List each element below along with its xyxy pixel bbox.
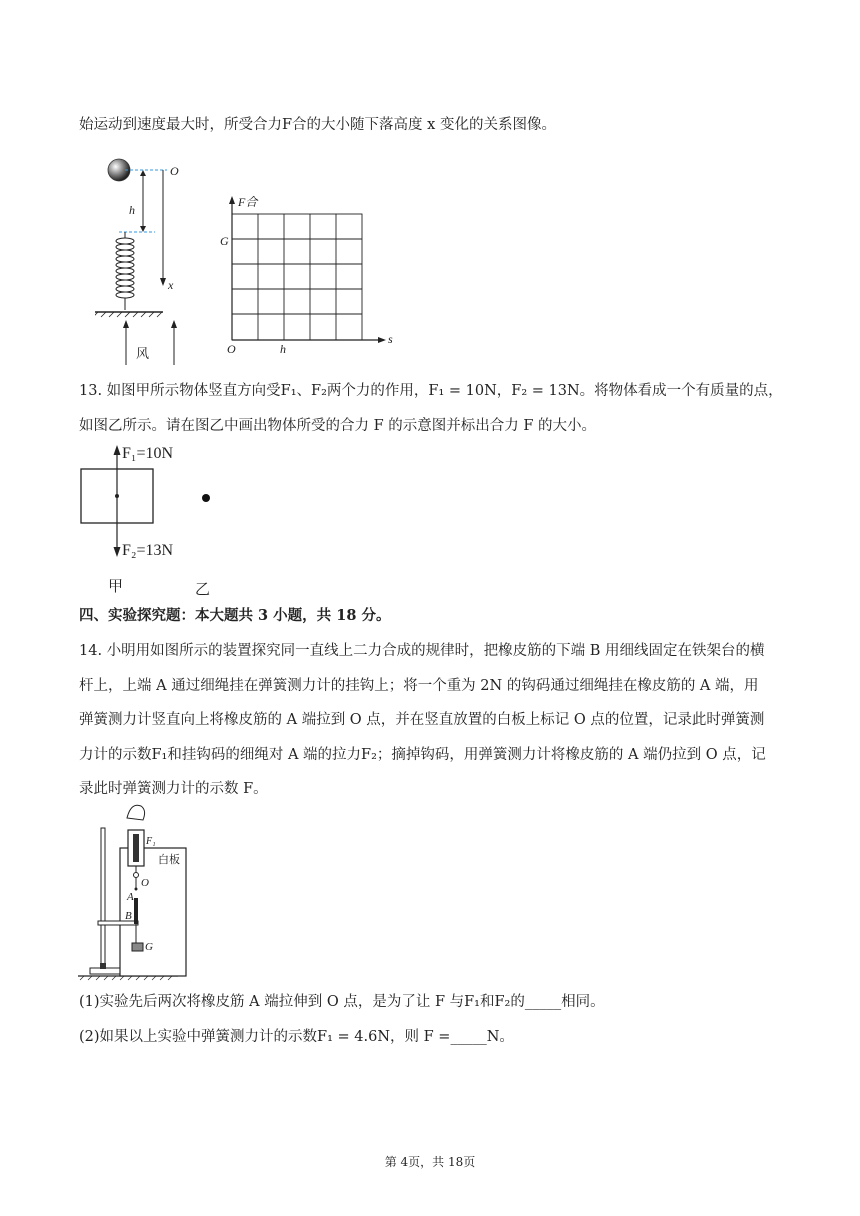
origin-label: O	[227, 342, 236, 356]
caption-yi: 乙	[195, 580, 211, 598]
q14-line5: 录此时弹簧测力计的示数 F。	[79, 781, 268, 797]
label-wind: 风	[136, 347, 150, 362]
label-h: h	[129, 203, 135, 217]
y-tick-G: G	[220, 234, 229, 248]
label-B: B	[125, 910, 132, 922]
caption-jia: 甲	[108, 577, 124, 595]
q13-line2: 如图乙所示。请在图乙中画出物体所受的合力 F 的示意图并标出合力 F 的大小。	[79, 418, 597, 434]
f2-label: F₂=13N	[122, 542, 174, 559]
x-axis-label: s	[388, 332, 393, 346]
label-O: O	[170, 164, 179, 178]
force-height-grid	[220, 188, 400, 353]
q14-line3: 弹簧测力计竖直向上将橡皮筋的 A 端拉到 O 点，并在竖直放置的白板上标记 O 点的位置，记录此时弹簧测	[79, 712, 765, 728]
y-axis-label: F合	[238, 195, 258, 209]
q14-sub2: (2)如果以上实验中弹簧测力计的示数F₁ = 4.6N，则 F =_____N。	[79, 1029, 514, 1045]
f1-label: F₁=10N	[122, 445, 174, 462]
x-tick-h: h	[280, 342, 286, 356]
section-heading: 四、实验探究题：本大题共 3 小题，共 18 分。	[79, 607, 391, 624]
label-A: A	[127, 891, 134, 903]
q13-line1: 13. 如图甲所示物体竖直方向受F₁、F₂两个力的作用，F₁ = 10N，F₂ = 13N。将物体看成一个有质量的点，	[79, 383, 783, 399]
intro-text: 始运动到速度最大时，所受合力F合的大小随下落高度 x 变化的关系图像。	[79, 117, 556, 133]
weight-block	[132, 943, 143, 951]
label-O-apparatus: O	[141, 877, 149, 889]
spring-ball-figure	[95, 150, 225, 370]
q14-line4: 力计的示数F₁和挂钩码的细绳对 A 端的拉力F₂；摘掉钩码，用弹簧测力计将橡皮筋的 A 端仍拉到 O 点，记	[79, 747, 766, 763]
label-board: 白板	[158, 853, 180, 866]
q14-sub1: (1)实验先后两次将橡皮筋 A 端拉伸到 O 点，是为了让 F 与F₁和F₂的_____相同。	[79, 994, 605, 1010]
label-x: x	[168, 278, 174, 292]
label-G: G	[145, 941, 153, 953]
page-footer: 第 4页，共 18页	[384, 1155, 476, 1169]
mass-point	[202, 494, 210, 502]
q14-line2: 杆上，上端 A 通过细绳挂在弹簧测力计的挂钩上；将一个重为 2N 的钩码通过细绳挂在橡皮筋的 A 端，用	[79, 678, 759, 694]
apparatus-figure	[78, 800, 208, 985]
q14-line1: 14. 小明用如图所示的装置探究同一直线上二力合成的规律时，把橡皮筋的下端 B 用细线固定在铁架台的横	[79, 643, 765, 659]
label-F1: F₁	[146, 836, 156, 847]
